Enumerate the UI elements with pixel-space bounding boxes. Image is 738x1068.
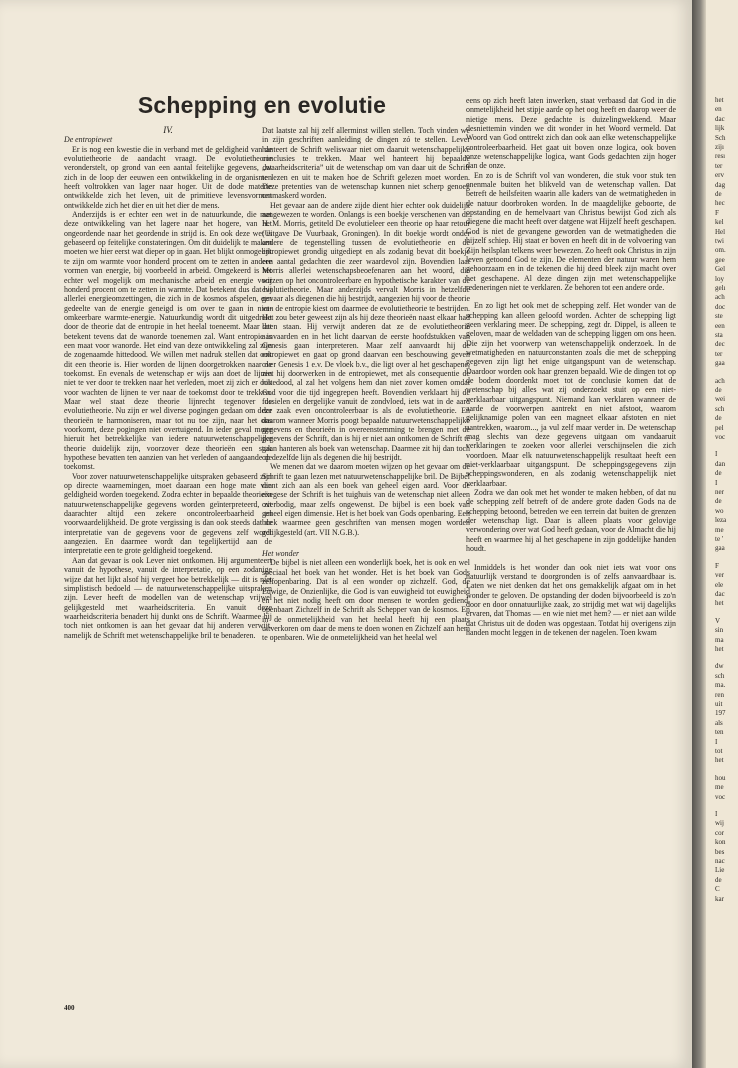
next-page-fragment: I bbox=[715, 478, 718, 487]
next-page-fragment: ste bbox=[715, 312, 723, 321]
next-page-fragment: sin bbox=[715, 626, 724, 635]
next-page-fragment: I bbox=[715, 737, 718, 746]
next-page-fragment: gaa bbox=[715, 359, 725, 368]
next-page-edge bbox=[706, 0, 738, 1068]
next-page-fragment: me bbox=[715, 783, 724, 792]
next-page-fragment: wij bbox=[715, 819, 724, 828]
next-page-fragment: F bbox=[715, 208, 719, 217]
next-page-fragment: pel bbox=[715, 423, 724, 432]
next-page-fragment: te ' bbox=[715, 535, 724, 543]
next-page-fragment: twi bbox=[715, 237, 724, 245]
next-page-fragment: wo bbox=[715, 506, 724, 515]
subheading-het-wonder: Het wonder bbox=[262, 549, 300, 559]
next-page-fragment: 197 bbox=[715, 709, 726, 718]
next-page-fragment: tot bbox=[715, 747, 723, 755]
next-page-fragment: ter bbox=[715, 161, 723, 170]
next-page-fragment: voc bbox=[715, 433, 726, 441]
next-page-fragment: het bbox=[715, 756, 724, 765]
next-page-fragment: ren bbox=[715, 690, 724, 699]
next-page-fragment: dan bbox=[715, 459, 726, 468]
next-page-fragment: doc bbox=[715, 302, 726, 311]
next-page-fragment: dac bbox=[715, 590, 725, 598]
next-page-fragment: als bbox=[715, 718, 723, 727]
book-gutter bbox=[692, 0, 706, 1068]
next-page-fragment: de bbox=[715, 414, 722, 423]
section-number: IV. bbox=[163, 125, 173, 135]
next-page-fragment: uit bbox=[715, 700, 723, 708]
article-title: Schepping en evolutie bbox=[137, 92, 387, 118]
next-page-fragment: Lie bbox=[715, 866, 725, 875]
next-page-fragment: gaa bbox=[715, 544, 725, 553]
paragraph: We menen dat we daarom moeten wijzen op het gevaar om de Schrift te gaan lezen met natuurwetenschappelijke bril. De Bijbel dient zich aan als een boek van geheel eigen aard. Voor de exegese der Schrift is het tuighuis van de wetenschap niet alleen overbodig, maar zelfs ongewenst. De bijbel is een boek van geheel eigen dimensie. Het is het boek van Gods openbaring. Een boek waarmee geen geschriften van mensen mogen worden gelijkgesteld (art. VII N.G.B.). bbox=[262, 462, 470, 537]
next-page-fragment: Hel bbox=[715, 227, 726, 236]
next-page-fragment: ten bbox=[715, 728, 724, 737]
next-page-fragment: ma. bbox=[715, 681, 726, 690]
next-page-fragment: lijk bbox=[715, 124, 725, 133]
next-page-fragment: hec bbox=[715, 199, 725, 208]
next-page-fragment: het bbox=[715, 645, 724, 653]
paragraph: En zo is de Schrift vol van wonderen, die stuk voor stuk ten enenmale buiten het blikveld van de wetenschap vallen. Dat betreft de heilsfeiten waarin alle kaders van de wetmatigheden in de natuur doorbroken worden. In de maagdelijke geboorte, de opstanding en de hemelvaart van Christus bewijst God zich als diegene die macht heeft over datgene wat Hijzelf heeft geschapen. God is niet de gevangene geworden van de wetmatigheden die hijzelf schiep. Hij staat er boven en heeft dit in de volvoering van Zijn heilsplan telkens weer bewezen. Zo heeft ook Christus in zijn leven getoond God te zijn. De elementen der natuur waren hem gehoorzaam en in de tekenen die hij deed bleek zijn macht over het geschapene. Al deze dingen zijn met wetenschappelijke redeneringen niet te verklaren. Ze behoren tot een andere orde. bbox=[466, 170, 676, 292]
next-page-fragment: een bbox=[715, 321, 725, 330]
next-page-fragment: en bbox=[715, 105, 722, 114]
next-page-fragment: ach bbox=[715, 376, 725, 385]
next-page-fragment: gee bbox=[715, 255, 725, 264]
next-page-fragment: dec bbox=[715, 340, 725, 349]
next-page-fragment: sta bbox=[715, 331, 723, 339]
next-page-fragment: het bbox=[715, 96, 724, 104]
paragraph: Anderzijds is er echter een wet in de natuurkunde, die met deze ontwikkeling van het lagere naar het hogere, van het ongeordende naar het geordende in strijd is. En ook deze wet is gebaseerd op feitelijke constateringen. Om dit duidelijk te maken moeten we hier eerst wat dieper op in gaan. Het blijkt onmogelijk te zijn om warmte voor honderd procent om te zetten in andere vormen van energie, bij voorbeeld in arbeid. Omgekeerd is het echter wel mogelijk om mechanische arbeid en energie voor honderd procent om te zetten in warmte. Dat betekent dus dat bij allerlei energieomzettingen, die zich in de kosmos afspelen, een gedeelte van de energie geneigd is om over te gaan in niet-omkeerbare warmte-energie. Natuurkundig wordt dit uitgedrukt door de theorie dat de entropie in het heelal toeneemt. Maar dat betekent tevens dat de wanorde toenemen zal. Want entropie is een maat voor wanorde. Het eind van deze ontwikkeling zal zijn de zogenaamde hittedood. We willen met nadruk stellen dat ook dit een theorie is. Hier worden de lijnen doorgetrokken naar de toekomst. En evenals de wetenschap er wijs aan doet de lijnen niet te ver door te trekken naar het verleden, moet zij zich er ook voor wachten de lijnen te ver naar de toekomst door te trekken. Maar wel staat deze theorie lijnrecht tegenover de evolutietheorie. Nu zijn er wel diverse pogingen gedaan om deze theorieën te harmoniseren, maar tot nu toe zijn, naar het ons voorkomt, deze pogingen niet overtuigend. In ieder geval moge hieruit het betrekkelijke van iedere natuurwetenschappelijke theorie duidelijk zijn, voorzover deze theorieën een stuk hypothese bevatten ten aanzien van het verleden of aangaande de toekomst. bbox=[64, 210, 272, 472]
next-page-fragment: Sch bbox=[715, 133, 726, 142]
paragraph: Inmiddels is het wonder dan ook niet iets wat voor ons natuurlijk verstand te doorgronden is of zelfs aanvaardbaar is. Laten we niet denken dat het ons gemakkelijk afgaat om in het wonder te geloven. De opstanding der doden bijvoorbeeld is zo'n door en door onnatuurlijke zaak, zo strijdig met wat wij dagelijks ervaren, dat Thomas — en wie niet met hem? — er niet aan wilde dat Christus uit de doden was opgestaan. Totdat hij overigens zijn handen mocht leggen in de tekenen der nagelen. Toen kwam bbox=[466, 562, 676, 637]
next-page-fragment: de bbox=[715, 386, 722, 394]
next-page-fragment: I bbox=[715, 450, 718, 459]
paragraph: En zo ligt het ook met de schepping zelf. Het wonder van de schepping kan alleen geloofd worden. Achter de schepping ligt geen verklaring meer. De schepping, zegt dr. Dippel, is alleen te geloven, maar de weldaden van de schepping liggen om ons heen. Die zijn het voorwerp van wetenschappelijk onderzoek. In de wetmatigheden en natuurconstanten zoals die met de schepping gegeven zijn ligt het enige uitgangspunt van de wetenschap. Daardoor worden ook haar grenzen bepaald. Wie de dingen tot op de bodem doordenkt moet tot de conclusie komen dat de wetenschap bij alles wat zij onderzoekt stuit op een niet-verklaarbaar uitgangspunt. Niemand kan verklaren wanneer de aarde de voorwerpen aantrekt en niet afstoot, waarom gelijknamige polen van een magneet elkaar afstoten en niet aantrekken, waarom..., ja vul zelf maar verder in. De wetenschap mag slechts van deze gegevens uitgaan om vandaaruit verklaringen te zoeken voor allerlei verschijnselen die zich voordoen. Maar elk natuurwetenschappelijk resultaat heeft een niet-verklaarbaar uitgangspunt. De scheppingsgegevens zijn scheppingswonderen, en als zodanig wetenschappelijk niet verklaarbaar. bbox=[466, 301, 676, 488]
next-page-fragment: I bbox=[715, 810, 718, 818]
next-page-fragment: cor bbox=[715, 828, 724, 837]
next-page-fragment: F bbox=[715, 561, 719, 570]
next-page-fragment: ver bbox=[715, 571, 724, 580]
next-page-fragment: kel bbox=[715, 218, 724, 227]
next-page-fragment: voc bbox=[715, 792, 726, 801]
next-page-fragment: ter bbox=[715, 349, 723, 358]
next-page-fragment: het bbox=[715, 599, 724, 608]
subheading-entropiewet: De entropiewet bbox=[64, 135, 113, 145]
next-page-fragment: leza bbox=[715, 516, 727, 525]
next-page-fragment: V bbox=[715, 616, 721, 625]
next-page-fragment: de bbox=[715, 469, 722, 478]
next-page-fragment: ma bbox=[715, 635, 724, 644]
next-page-fragment: kar bbox=[715, 894, 724, 903]
next-page-fragment: Gel bbox=[715, 265, 726, 274]
next-page-fragment: ner bbox=[715, 488, 724, 496]
next-page-fragment: de bbox=[715, 497, 722, 506]
next-page-fragment: dw bbox=[715, 662, 724, 671]
column-3 bbox=[466, 96, 676, 637]
next-page-fragment: erv bbox=[715, 171, 724, 180]
page-number: 400 bbox=[64, 1004, 75, 1012]
next-page-fragment: loy bbox=[715, 274, 724, 283]
next-page-fragment: ach bbox=[715, 293, 725, 302]
next-page-fragment: nac bbox=[715, 857, 725, 865]
next-page-fragment: hou bbox=[715, 773, 726, 782]
paragraph: De bijbel is niet alleen een wonderlijk boek, het is ook en wel speciaal het boek van het wonder. Het is het boek van Gods zelfopenbaring. Dat is al een wonder op zichzelf. God, de Euwige, de Onzienlijke, die God is van euwigheid tot euwigheid en het niet nodig heeft om door mensen te worden gediend, openbaart Zichzelf in de Schrift als Schepper van de kosmos. En in de onmetelijkheid van het heelal heeft hij een plaats uitverkoren om daar de mens te doen wonen en Zichzelf aan hem te openbaren. Wie de onmetelijkheid van het heelal wel bbox=[262, 558, 470, 643]
next-page-fragment: me bbox=[715, 525, 724, 534]
paragraph: Voor zover natuurwetenschappelijke uitspraken gebaseerd zijn op directe waarnemingen, moet daaraan een hoge mate van geldigheid worden toegekend. Zodra echter in bepaalde theorieën natuurwetenschappelijke gegevens worden geïnterpreteerd, zit daarachter altijd een zekere oncontroleerbaarheid en voorwaardelijkheid. De grote vergissing is dan ook steeds dat de interpretatie van de gegevens voor de gegevens zelf wordt aangezien. En daarmee wordt dan tegelijkertijd aan de interpretatie een te grote geldigheid toegekend. bbox=[64, 471, 272, 556]
next-page-fragment: C bbox=[715, 885, 720, 894]
next-page-fragment: zijı bbox=[715, 143, 724, 151]
next-page-fragment: sch bbox=[715, 671, 725, 680]
next-page-fragment: wei bbox=[715, 395, 726, 404]
column-1 bbox=[64, 126, 272, 640]
column-2 bbox=[262, 126, 470, 643]
next-page-fragment: dac bbox=[715, 114, 725, 123]
paragraph: Aan dat gevaar is ook Lever niet ontkomen. Hij argumenteert vanuit de hypothese, vanuit de interpretatie, op een zodanige wijze dat het lijkt alsof hij vergeet hoe betrekkelijk — dit is niet simplistisch bedoeld — de natuurwetenschappelijke uitspraken zijn. Lever heeft de modellen van de wetenschap vrijwel gelijkgesteld met waarheidscriteria. En vanuit deze waarheidscriteria benadert hij dunkt ons de Schrift. Waarmee hij toch niet ontkomen is aan het gevaar dat hij anderen verwijt, namelijk de Schrift met wetenschappelijke bril te benaderen. bbox=[64, 555, 272, 640]
next-page-fragment: de bbox=[715, 875, 722, 884]
next-page-fragment: gelı bbox=[715, 284, 726, 292]
next-page-fragment: resı bbox=[715, 152, 726, 161]
paragraph: eens op zich heeft laten inwerken, staat verbaasd dat God in die onmetelijkheid het stipje aarde op het oog heeft en daarop weer de nietige mens. Deze gedachte is duizelingwekkend. Maar desniettemin vinden we dit wonder in het Woord vermeld. Dat Woord van God onttrekt zich dan ook aan elke wetenschappelijke controleerbaarheid. Het gaat uit boven onze logica, ook boven onze wetenschappelijke logica, want Gods gedachten zijn hoger dan de onze. bbox=[466, 96, 676, 171]
paragraph: Dat laatste zal hij zelf allerminst willen stellen. Toch vinden we in zijn geschriften aanleiding de dingen zó te stellen. Lever hanteert de Schrift weliswaar niet om daaruit wetenschappelijke conclusies te trekken. Maar wel hanteert hij bepaalde „waarheidscriteria” uit de wetenschap om van daar uit de Schrift te lezen en uit te maken hoe de Schrift gelezen moet worden. Deze pretenties van de wetenschap kunnen niet scherp genoeg ontmaskerd worden. bbox=[262, 126, 470, 201]
next-page-fragment: kon bbox=[715, 838, 726, 847]
next-page-fragment: dag bbox=[715, 180, 726, 189]
paragraph: Het gevaar aan de andere zijde dient hier echter ook duidelijk aangewezen te worden. Onlangs is een boekje verschenen van dr. H. M. Morris, getiteld De evolutieleer een theorie op haar retour (Uitgave De Vuurbaak, Groningen). In dit boekje wordt onder andere de tegenstelling tussen de evolutietheorie en de entropiewet grondig uitgediept en als zodanig bevat dit boekje een aantal gedachten die zeer waardevol zijn. Bovendien laat Morris allerlei wetenschapsbeoefenaren aan het woord, die wijzen op het oncontroleerbare en hypothetische karakter van de evolutietheorie. Maar anderzijds vervalt Morris in hetzelfde gevaar als diegenen die hij bestrijdt, aangezien hij voor de theorie van de entropie kiest om daarmee de evolutietheorie te bestrijden. Het zou beter geweest zijn als hij deze theorieën naast elkaar had laten staan. Hij verwijt anderen dat ze de evolutietheorie aanvaarden en in het licht daarvan de eerste hoofdstukken van Genesis gaan interpreteren. Maar zelf aanvaardt hij de entropiewet en gaat op grond daarvan een beschouwing geven over Genesis 1 e.v. De vloek b.v., die ligt over al het geschapene, ziet hij doorwerken in de entropiewet, met als consequentie de hittedood, al zal het volgens hem dan niet zover komen omdat God voor die tijd ingegrepen heeft. Bovendien verklaart hij de fossielen en dergelijke vanuit de zondvloed, iets wat in de aard der zaak even oncontroleerbaar is als de evolutietheorie. En daarom wanneer Morris poogt bepaalde natuurwetenschappelijke gegevens en theorieën in overeenstemming te brengen met de gegevens der Schrift, dan is hij er niet aan ontkomen de Schrift te gaan hanteren als boek van wetenschap. Daarmee zit hij dan toch op dezelfde lijn als degenen die hij bestrijdt. bbox=[262, 200, 470, 463]
next-page-fragment: om. bbox=[715, 246, 726, 255]
next-page-fragment: bes bbox=[715, 847, 725, 856]
paragraph: Zodra we dan ook met het wonder te maken hebben, of dat nu de schepping zelf betreft of de andere grote daden Gods na de schepping betoond, betreden we een terrein dat buiten de grenzen der wetenschap ligt. Daar is alleen plaats voor gelovige verwondering over wat God heeft gedaan, voor de Almacht die hij heeft en waarmee hij al het geschapene in zijn goddelijke handen houdt. bbox=[466, 488, 676, 554]
next-page-fragment: sch bbox=[715, 404, 725, 413]
next-page-fragment: ele bbox=[715, 580, 724, 589]
paragraph: Er is nog een kwestie die in verband met de geldigheid van de evolutietheorie de aandacht vraagt. De evolutietheorie veronderstelt, op grond van een aantal feitelijke gegevens, dat zich in de loop der eeuwen een ontwikkeling in de organismen heeft voltrokken van lager naar hoger. Uit de dode materie ontwikkelde zich het leven, uit de primitieve levensvormen ontwikkelde zich het dier en uit het dier de mens. bbox=[64, 144, 272, 210]
next-page-fragment: de bbox=[715, 190, 722, 198]
